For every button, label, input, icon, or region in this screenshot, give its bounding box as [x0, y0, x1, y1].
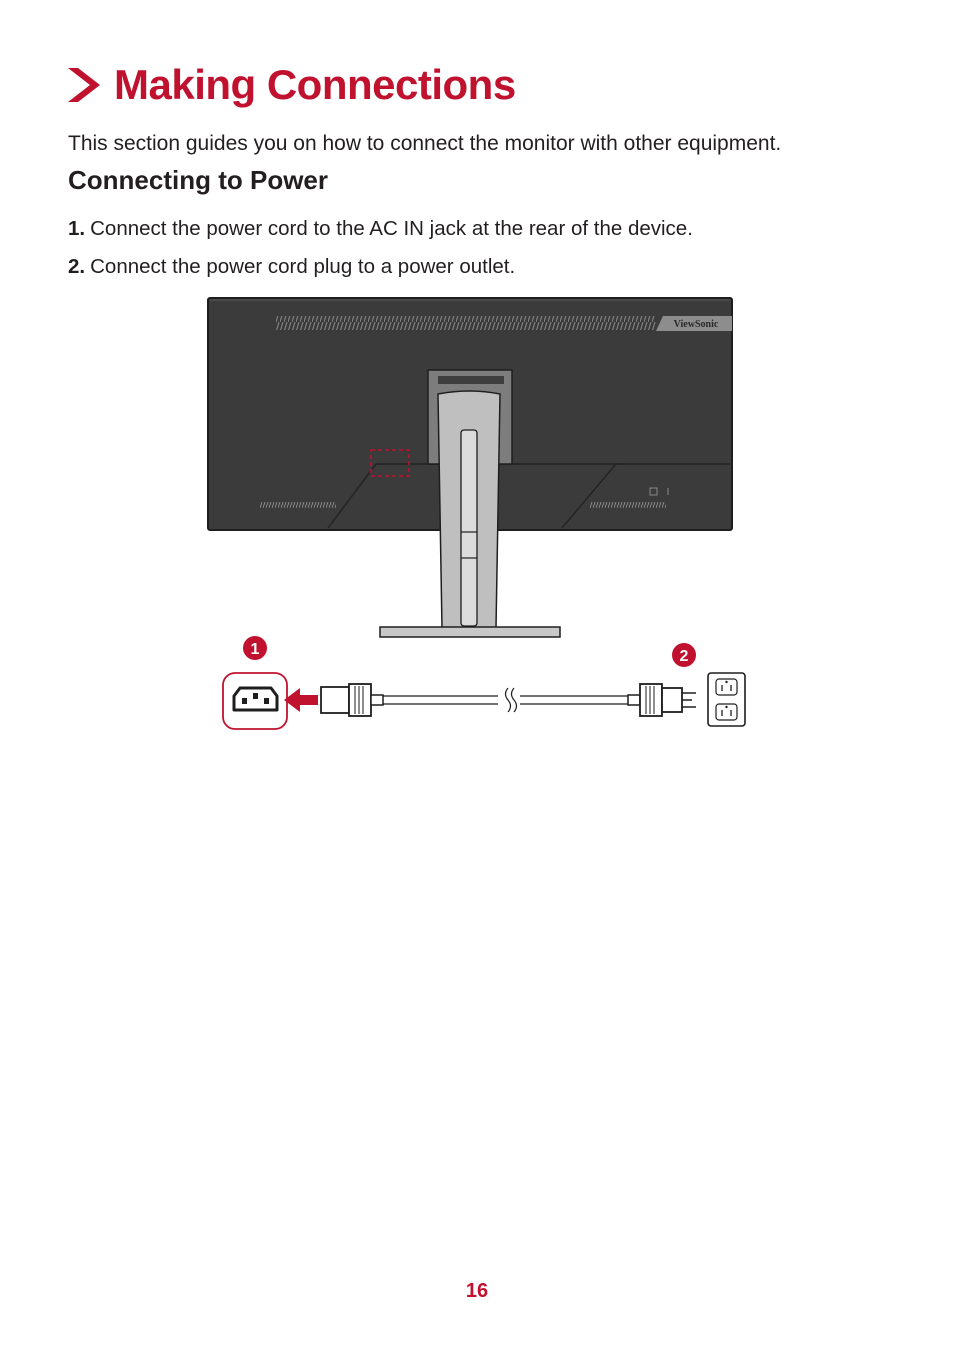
step-text: Connect the power cord to the AC IN jack at the rear of the device.: [90, 217, 693, 240]
intro-text: This section guides you on how to connect the monitor with other equipment.: [68, 132, 782, 155]
section-heading: Connecting to Power: [68, 165, 328, 195]
power-plug-icon: [628, 684, 696, 716]
step-text: Connect the power cord plug to a power outlet.: [90, 255, 516, 278]
step-number: 2.: [68, 255, 86, 278]
step-number: 1.: [68, 217, 86, 240]
list-item: [68, 215, 693, 253]
callout-2: [672, 643, 696, 667]
ac-in-socket-icon: [223, 673, 287, 729]
svg-text:2: 2: [679, 648, 689, 665]
power-cord: [383, 688, 628, 712]
wall-outlet-icon: [708, 673, 745, 726]
chevron-right-icon: [66, 66, 102, 104]
arrow-left-icon: [284, 688, 318, 712]
list-item: [68, 253, 693, 291]
steps-list: [68, 215, 693, 291]
power-connection-illustration: [200, 292, 760, 742]
power-cord-connector: [321, 684, 383, 716]
title-row: [66, 61, 516, 108]
page-number: 16: [465, 1280, 489, 1302]
svg-text:1: 1: [250, 641, 260, 658]
callout-1: [243, 636, 267, 660]
brand-logo: ViewSonic: [673, 319, 719, 330]
page-title: Making Connections: [114, 61, 516, 108]
